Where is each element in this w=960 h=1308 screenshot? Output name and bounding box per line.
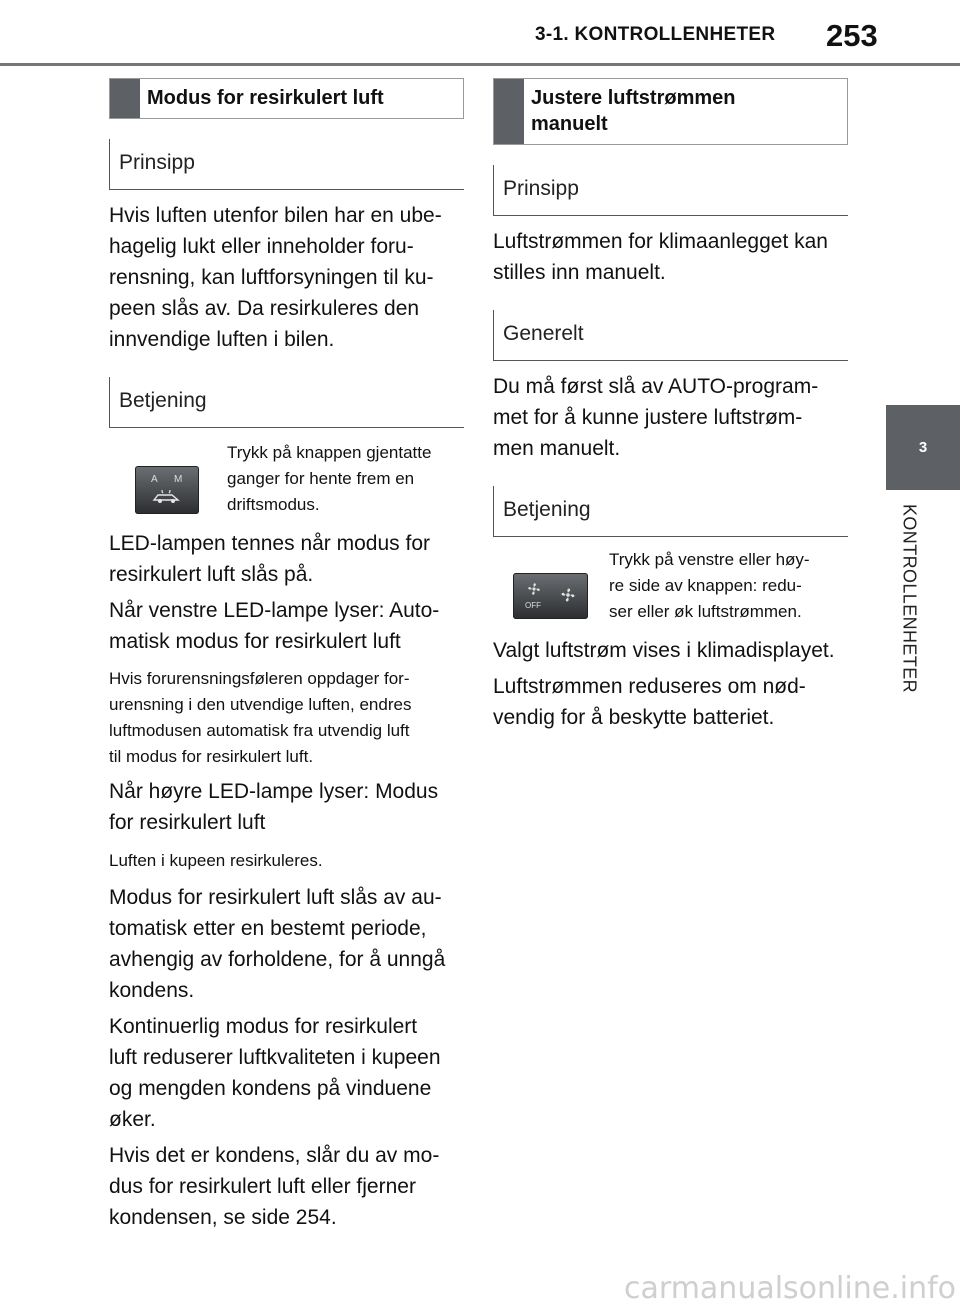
- section-title: 3-1. KONTROLLENHETER: [535, 24, 776, 45]
- auto-off-paragraph: Modus for resirkulert luft slås av au- tomatisk etter en bestemt periode, avhengig av forholdene, for å unngå kondens.: [109, 886, 446, 1002]
- subhead-operation: Betjening: [493, 486, 848, 537]
- car-recirculation-icon: [152, 490, 182, 504]
- fan-speed-button-image: [513, 573, 588, 619]
- chapter-number: 3: [918, 439, 928, 456]
- led-paragraph: LED-lampen tennes når modus for resirkulert luft slås på.: [109, 532, 430, 586]
- continuous-paragraph: Kontinuerlig modus for resirkulert luft reduserer luftkvaliteten i kupeen og mengden kondens på vinduene øker.: [109, 1015, 441, 1131]
- fan-button-caption: Trykk på venstre eller høy- re side av knappen: redu- ser eller øk luftstrømmen.: [609, 550, 810, 621]
- recirc-paragraph: Luften i kupeen resirkuleres.: [109, 851, 323, 870]
- display-paragraph: Valgt luftstrøm vises i klimadisplayet.: [493, 639, 835, 662]
- sensor-paragraph: Hvis forurensningsføleren oppdager for- urensning i den utvendige luften, endres luftmodusen automatisk fra utvendig luft til modus for resirkulert luft.: [109, 669, 412, 766]
- header-rule: [0, 63, 960, 66]
- principle-paragraph: Hvis luften utenfor bilen har en ube- hagelig lukt eller inneholder foru- rensning, kan luftforsyningen til ku- peen slås av. Da resirkuleres den innvendige luften i bilen.: [109, 204, 442, 351]
- right-led-paragraph: Når høyre LED-lampe lyser: Modus for resirkulert luft: [109, 780, 439, 834]
- section-heading: Modus for resirkulert luft: [147, 87, 384, 109]
- fan-low-icon: [526, 581, 542, 597]
- subhead-general: Generelt: [493, 310, 848, 361]
- page-number: 253: [826, 18, 878, 53]
- subhead-operation: Betjening: [109, 377, 464, 428]
- heading-bar: [494, 79, 524, 144]
- watermark: carmanualsonline.info: [624, 1271, 956, 1306]
- recirc-button-figure: [109, 440, 464, 518]
- section-heading: Justere luftstrømmen manuelt: [531, 87, 736, 135]
- subhead-principle: Prinsipp: [493, 165, 848, 216]
- left-column: [109, 78, 464, 1233]
- condensation-paragraph: Hvis det er kondens, slår du av mo- dus for resirkulert luft eller fjerner kondensen, se side 254.: [109, 1144, 440, 1229]
- fan-off-label: OFF: [525, 601, 541, 610]
- right-column: [493, 78, 848, 733]
- left-led-paragraph: Når venstre LED-lampe lyser: Auto- matisk modus for resirkulert luft: [109, 599, 440, 653]
- button-label-a: A: [151, 474, 158, 485]
- principle-paragraph: Luftstrømmen for klimaanlegget kan stilles inn manuelt.: [493, 230, 828, 284]
- fan-button-figure: [493, 547, 848, 625]
- recirculation-button-image: [135, 466, 199, 514]
- subhead-principle: Prinsipp: [109, 139, 464, 190]
- button-label-m: M: [174, 474, 183, 485]
- section-heading-box: [109, 78, 464, 119]
- reduce-paragraph: Luftstrømmen reduseres om nød- vendig for å beskytte batteriet.: [493, 675, 806, 729]
- heading-bar: [110, 79, 140, 118]
- general-paragraph: Du må først slå av AUTO-program- met for å kunne justere luftstrøm- men manuelt.: [493, 375, 819, 460]
- recirc-button-caption: Trykk på knappen gjentatte ganger for hente frem en driftsmodus.: [227, 443, 432, 514]
- fan-high-icon: [559, 586, 577, 604]
- section-heading-box: [493, 78, 848, 145]
- chapter-tab: [886, 405, 960, 490]
- chapter-label: KONTROLLENHETER: [899, 504, 920, 694]
